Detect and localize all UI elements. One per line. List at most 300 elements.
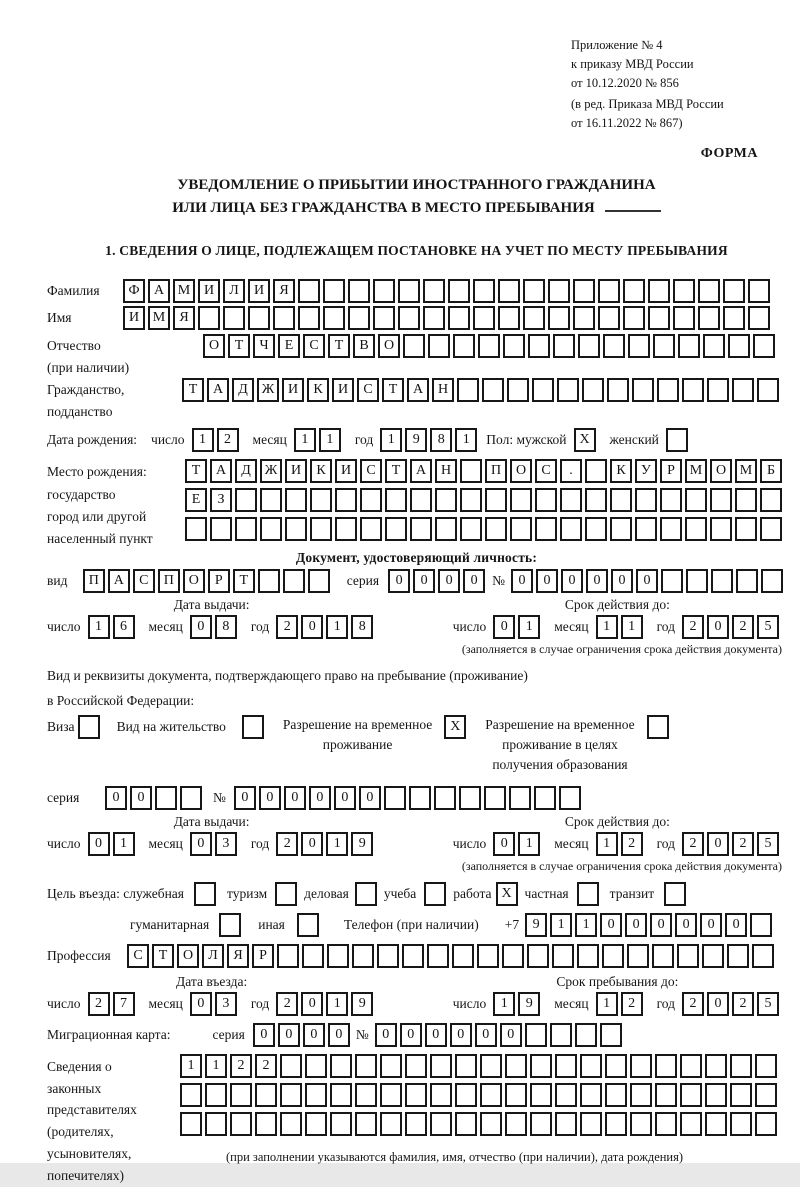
representatives-row3-cell-19[interactable]: [630, 1112, 652, 1136]
person-birth_place_row3-cell-21[interactable]: [685, 517, 707, 541]
visit-stay_month-cell-2[interactable]: 2: [621, 992, 643, 1016]
person-birth_month-cell-2[interactable]: 1: [319, 428, 341, 452]
person-patronymic-cell-13[interactable]: [503, 334, 525, 358]
identity_doc-number-cell-1[interactable]: 0: [511, 569, 533, 593]
person-patronymic-cell-9[interactable]: [403, 334, 425, 358]
representatives-row3-cell-23[interactable]: [730, 1112, 752, 1136]
person-birth_place_row2-cell-11[interactable]: [435, 488, 457, 512]
identity_doc-number-cell-10[interactable]: [736, 569, 758, 593]
person-birth_place_row2-cell-22[interactable]: [710, 488, 732, 512]
representatives-row2-cell-10[interactable]: [405, 1083, 427, 1107]
person-patronymic-cell-3[interactable]: Ч: [253, 334, 275, 358]
representatives-row2-cell-19[interactable]: [630, 1083, 652, 1107]
representatives-row2-cell-3[interactable]: [230, 1083, 252, 1107]
identity_doc-valid_month-cell-1[interactable]: 1: [596, 615, 618, 639]
person-citizenship-cell-22[interactable]: [707, 378, 729, 402]
person-birth_place_row2-cell-1[interactable]: Е: [185, 488, 207, 512]
representatives-row2-cell-1[interactable]: [180, 1083, 202, 1107]
representatives-row1-cell-24[interactable]: [755, 1054, 777, 1078]
person-citizenship-cell-20[interactable]: [657, 378, 679, 402]
person-birth_place_row3-cell-1[interactable]: [185, 517, 207, 541]
representatives-row3-cell-5[interactable]: [280, 1112, 302, 1136]
residence_doc-temp-cell-1[interactable]: X: [444, 715, 466, 739]
identity_doc-issue_year-cell-3[interactable]: 1: [326, 615, 348, 639]
person-surname-cell-3[interactable]: М: [173, 279, 195, 303]
visit-mc_series-cell-4[interactable]: 0: [328, 1023, 350, 1047]
identity_doc-issue_month-cell-1[interactable]: 0: [190, 615, 212, 639]
person-birth_place_row3-cell-9[interactable]: [385, 517, 407, 541]
person-surname-cell-17[interactable]: [523, 279, 545, 303]
person-citizenship-cell-13[interactable]: [482, 378, 504, 402]
representatives-row1-cell-17[interactable]: [580, 1054, 602, 1078]
person-surname-cell-7[interactable]: Я: [273, 279, 295, 303]
representatives-row1-cell-1[interactable]: 1: [180, 1054, 202, 1078]
representatives-row1-cell-3[interactable]: 2: [230, 1054, 252, 1078]
person-citizenship-cell-12[interactable]: [457, 378, 479, 402]
person-birth_year-cell-4[interactable]: 1: [455, 428, 477, 452]
identity_doc-kind-cell-3[interactable]: С: [133, 569, 155, 593]
residence_doc-number-cell-11[interactable]: [484, 786, 506, 810]
person-birth_place_row3-cell-6[interactable]: [310, 517, 332, 541]
representatives-row3-cell-11[interactable]: [430, 1112, 452, 1136]
visit-mc_series-cell-2[interactable]: 0: [278, 1023, 300, 1047]
identity_doc-number-cell-8[interactable]: [686, 569, 708, 593]
person-patronymic-cell-4[interactable]: Е: [278, 334, 300, 358]
residence_doc-number-cell-5[interactable]: 0: [334, 786, 356, 810]
visit-profession-cell-5[interactable]: Я: [227, 944, 249, 968]
representatives-row2-cell-7[interactable]: [330, 1083, 352, 1107]
person-birth_place_row1-cell-7[interactable]: И: [335, 459, 357, 483]
representatives-row3-cell-3[interactable]: [230, 1112, 252, 1136]
visit-profession-cell-18[interactable]: [552, 944, 574, 968]
residence_doc-valid_year-cell-3[interactable]: 2: [732, 832, 754, 856]
person-birth_place_row1-cell-4[interactable]: Ж: [260, 459, 282, 483]
visit-profession-cell-17[interactable]: [527, 944, 549, 968]
identity_doc-kind-cell-6[interactable]: Р: [208, 569, 230, 593]
visit-profession-cell-15[interactable]: [477, 944, 499, 968]
person-sex_female-cell-1[interactable]: [666, 428, 688, 452]
person-patronymic-cell-18[interactable]: [628, 334, 650, 358]
representatives-row1-cell-5[interactable]: [280, 1054, 302, 1078]
person-surname-cell-20[interactable]: [598, 279, 620, 303]
residence_doc-valid_year-cell-2[interactable]: 0: [707, 832, 729, 856]
residence_doc-issue_month-cell-1[interactable]: 0: [190, 832, 212, 856]
visit-transit-cell-1[interactable]: [664, 882, 686, 906]
identity_doc-series-cell-2[interactable]: 0: [413, 569, 435, 593]
person-birth_place_row1-cell-11[interactable]: Н: [435, 459, 457, 483]
person-birth_year-cell-2[interactable]: 9: [405, 428, 427, 452]
residence_doc-issue_year-cell-4[interactable]: 9: [351, 832, 373, 856]
identity_doc-number-cell-3[interactable]: 0: [561, 569, 583, 593]
identity_doc-issue_year-cell-2[interactable]: 0: [301, 615, 323, 639]
residence_doc-valid_month-cell-1[interactable]: 1: [596, 832, 618, 856]
visit-mc_number-cell-3[interactable]: 0: [425, 1023, 447, 1047]
person-name-cell-10[interactable]: [348, 306, 370, 330]
representatives-row2-cell-12[interactable]: [455, 1083, 477, 1107]
person-surname-cell-23[interactable]: [673, 279, 695, 303]
person-birth_place_row1-cell-20[interactable]: Р: [660, 459, 682, 483]
person-patronymic-cell-20[interactable]: [678, 334, 700, 358]
residence_doc-series-cell-2[interactable]: 0: [130, 786, 152, 810]
representatives-row3-cell-17[interactable]: [580, 1112, 602, 1136]
identity_doc-kind-cell-10[interactable]: [308, 569, 330, 593]
residence_doc-number-cell-6[interactable]: 0: [359, 786, 381, 810]
person-patronymic-cell-6[interactable]: Т: [328, 334, 350, 358]
person-birth_place_row3-cell-4[interactable]: [260, 517, 282, 541]
identity_doc-number-cell-11[interactable]: [761, 569, 783, 593]
visit-stay_year-cell-1[interactable]: 2: [682, 992, 704, 1016]
person-surname-cell-19[interactable]: [573, 279, 595, 303]
person-birth_place_row2-cell-3[interactable]: [235, 488, 257, 512]
representatives-row3-cell-14[interactable]: [505, 1112, 527, 1136]
person-birth_year-cell-1[interactable]: 1: [380, 428, 402, 452]
representatives-row3-cell-24[interactable]: [755, 1112, 777, 1136]
person-surname-cell-15[interactable]: [473, 279, 495, 303]
visit-phone-cell-4[interactable]: 0: [600, 913, 622, 937]
visit-business-cell-1[interactable]: [355, 882, 377, 906]
visit-mc_number-cell-10[interactable]: [600, 1023, 622, 1047]
residence_doc-series-cell-3[interactable]: [155, 786, 177, 810]
person-name-cell-15[interactable]: [473, 306, 495, 330]
representatives-row3-cell-16[interactable]: [555, 1112, 577, 1136]
visit-humanitarian-cell-1[interactable]: [219, 913, 241, 937]
person-surname-cell-5[interactable]: Л: [223, 279, 245, 303]
identity_doc-issue_day-cell-1[interactable]: 1: [88, 615, 110, 639]
person-citizenship-cell-18[interactable]: [607, 378, 629, 402]
visit-mc_number-cell-2[interactable]: 0: [400, 1023, 422, 1047]
representatives-row3-cell-18[interactable]: [605, 1112, 627, 1136]
visit-stay_year-cell-2[interactable]: 0: [707, 992, 729, 1016]
identity_doc-number-cell-5[interactable]: 0: [611, 569, 633, 593]
person-name-cell-6[interactable]: [248, 306, 270, 330]
person-surname-cell-1[interactable]: Ф: [123, 279, 145, 303]
person-patronymic-cell-23[interactable]: [753, 334, 775, 358]
representatives-row1-cell-2[interactable]: 1: [205, 1054, 227, 1078]
person-birth_day-cell-1[interactable]: 1: [192, 428, 214, 452]
person-birth_place_row1-cell-12[interactable]: [460, 459, 482, 483]
person-birth_month-cell-1[interactable]: 1: [294, 428, 316, 452]
representatives-row3-cell-12[interactable]: [455, 1112, 477, 1136]
representatives-row2-cell-11[interactable]: [430, 1083, 452, 1107]
person-birth_place_row2-cell-2[interactable]: З: [210, 488, 232, 512]
visit-mc_number-cell-1[interactable]: 0: [375, 1023, 397, 1047]
representatives-row1-cell-6[interactable]: [305, 1054, 327, 1078]
representatives-row1-cell-8[interactable]: [355, 1054, 377, 1078]
person-citizenship-cell-16[interactable]: [557, 378, 579, 402]
visit-profession-cell-19[interactable]: [577, 944, 599, 968]
visit-entry_day-cell-2[interactable]: 7: [113, 992, 135, 1016]
representatives-row3-cell-2[interactable]: [205, 1112, 227, 1136]
residence_doc-issue_year-cell-2[interactable]: 0: [301, 832, 323, 856]
person-citizenship-cell-6[interactable]: К: [307, 378, 329, 402]
visit-stay_month-cell-1[interactable]: 1: [596, 992, 618, 1016]
person-birth_year-cell-3[interactable]: 8: [430, 428, 452, 452]
representatives-row1-cell-15[interactable]: [530, 1054, 552, 1078]
person-name-cell-26[interactable]: [748, 306, 770, 330]
person-surname-cell-9[interactable]: [323, 279, 345, 303]
person-name-cell-20[interactable]: [598, 306, 620, 330]
person-name-cell-12[interactable]: [398, 306, 420, 330]
person-birth_place_row1-cell-13[interactable]: П: [485, 459, 507, 483]
person-citizenship-cell-3[interactable]: Д: [232, 378, 254, 402]
visit-profession-cell-16[interactable]: [502, 944, 524, 968]
visit-official-cell-1[interactable]: [194, 882, 216, 906]
person-patronymic-cell-15[interactable]: [553, 334, 575, 358]
visit-mc_number-cell-8[interactable]: [550, 1023, 572, 1047]
representatives-row1-cell-23[interactable]: [730, 1054, 752, 1078]
identity_doc-kind-cell-1[interactable]: П: [83, 569, 105, 593]
person-surname-cell-13[interactable]: [423, 279, 445, 303]
person-patronymic-cell-16[interactable]: [578, 334, 600, 358]
person-birth_place_row2-cell-21[interactable]: [685, 488, 707, 512]
residence_doc-issue_day-cell-2[interactable]: 1: [113, 832, 135, 856]
person-birth_place_row1-cell-10[interactable]: А: [410, 459, 432, 483]
person-patronymic-cell-10[interactable]: [428, 334, 450, 358]
person-birth_place_row1-cell-23[interactable]: М: [735, 459, 757, 483]
representatives-row2-cell-16[interactable]: [555, 1083, 577, 1107]
residence_doc-issue_year-cell-1[interactable]: 2: [276, 832, 298, 856]
person-citizenship-cell-21[interactable]: [682, 378, 704, 402]
visit-mc_number-cell-9[interactable]: [575, 1023, 597, 1047]
representatives-row3-cell-8[interactable]: [355, 1112, 377, 1136]
person-birth_place_row3-cell-8[interactable]: [360, 517, 382, 541]
person-birth_place_row2-cell-13[interactable]: [485, 488, 507, 512]
person-name-cell-22[interactable]: [648, 306, 670, 330]
identity_doc-valid_year-cell-2[interactable]: 0: [707, 615, 729, 639]
representatives-row1-cell-20[interactable]: [655, 1054, 677, 1078]
visit-profession-cell-14[interactable]: [452, 944, 474, 968]
person-name-cell-19[interactable]: [573, 306, 595, 330]
person-birth_place_row1-cell-2[interactable]: А: [210, 459, 232, 483]
person-birth_day-cell-2[interactable]: 2: [217, 428, 239, 452]
representatives-row1-cell-18[interactable]: [605, 1054, 627, 1078]
person-birth_place_row2-cell-5[interactable]: [285, 488, 307, 512]
visit-phone-cell-6[interactable]: 0: [650, 913, 672, 937]
person-birth_place_row3-cell-22[interactable]: [710, 517, 732, 541]
representatives-row2-cell-15[interactable]: [530, 1083, 552, 1107]
identity_doc-kind-cell-5[interactable]: О: [183, 569, 205, 593]
visit-stay_year-cell-3[interactable]: 2: [732, 992, 754, 1016]
person-surname-cell-25[interactable]: [723, 279, 745, 303]
representatives-row1-cell-4[interactable]: 2: [255, 1054, 277, 1078]
representatives-row1-cell-7[interactable]: [330, 1054, 352, 1078]
visit-profession-cell-3[interactable]: О: [177, 944, 199, 968]
visit-profession-cell-22[interactable]: [652, 944, 674, 968]
visit-private_stay-cell-1[interactable]: [577, 882, 599, 906]
person-surname-cell-11[interactable]: [373, 279, 395, 303]
visit-entry_year-cell-1[interactable]: 2: [276, 992, 298, 1016]
person-birth_place_row1-cell-17[interactable]: [585, 459, 607, 483]
person-patronymic-cell-17[interactable]: [603, 334, 625, 358]
person-birth_place_row3-cell-15[interactable]: [535, 517, 557, 541]
person-surname-cell-8[interactable]: [298, 279, 320, 303]
residence_doc-valid_day-cell-2[interactable]: 1: [518, 832, 540, 856]
identity_doc-valid_month-cell-2[interactable]: 1: [621, 615, 643, 639]
residence_doc-visa-cell-1[interactable]: [78, 715, 100, 739]
person-birth_place_row2-cell-8[interactable]: [360, 488, 382, 512]
visit-phone-cell-8[interactable]: 0: [700, 913, 722, 937]
representatives-row3-cell-20[interactable]: [655, 1112, 677, 1136]
representatives-row1-cell-13[interactable]: [480, 1054, 502, 1078]
person-birth_place_row2-cell-6[interactable]: [310, 488, 332, 512]
identity_doc-kind-cell-9[interactable]: [283, 569, 305, 593]
visit-profession-cell-6[interactable]: Р: [252, 944, 274, 968]
visit-profession-cell-23[interactable]: [677, 944, 699, 968]
visit-profession-cell-21[interactable]: [627, 944, 649, 968]
visit-mc_number-cell-5[interactable]: 0: [475, 1023, 497, 1047]
representatives-row2-cell-18[interactable]: [605, 1083, 627, 1107]
person-citizenship-cell-14[interactable]: [507, 378, 529, 402]
person-birth_place_row2-cell-9[interactable]: [385, 488, 407, 512]
representatives-row2-cell-6[interactable]: [305, 1083, 327, 1107]
person-citizenship-cell-5[interactable]: И: [282, 378, 304, 402]
person-birth_place_row1-cell-19[interactable]: У: [635, 459, 657, 483]
residence_doc-valid_year-cell-4[interactable]: 5: [757, 832, 779, 856]
visit-entry_year-cell-2[interactable]: 0: [301, 992, 323, 1016]
visit-profession-cell-8[interactable]: [302, 944, 324, 968]
visit-phone-cell-5[interactable]: 0: [625, 913, 647, 937]
visit-mc_number-cell-6[interactable]: 0: [500, 1023, 522, 1047]
residence_doc-number-cell-13[interactable]: [534, 786, 556, 810]
visit-profession-cell-25[interactable]: [727, 944, 749, 968]
visit-phone-cell-1[interactable]: 9: [525, 913, 547, 937]
identity_doc-series-cell-3[interactable]: 0: [438, 569, 460, 593]
person-patronymic-cell-2[interactable]: Т: [228, 334, 250, 358]
representatives-row2-cell-13[interactable]: [480, 1083, 502, 1107]
person-citizenship-cell-7[interactable]: И: [332, 378, 354, 402]
representatives-row1-cell-11[interactable]: [430, 1054, 452, 1078]
person-name-cell-8[interactable]: [298, 306, 320, 330]
visit-phone-cell-10[interactable]: [750, 913, 772, 937]
person-birth_place_row3-cell-10[interactable]: [410, 517, 432, 541]
identity_doc-issue_day-cell-2[interactable]: 6: [113, 615, 135, 639]
person-birth_place_row3-cell-13[interactable]: [485, 517, 507, 541]
visit-profession-cell-24[interactable]: [702, 944, 724, 968]
representatives-row2-cell-21[interactable]: [680, 1083, 702, 1107]
representatives-row1-cell-12[interactable]: [455, 1054, 477, 1078]
person-citizenship-cell-11[interactable]: Н: [432, 378, 454, 402]
visit-profession-cell-1[interactable]: С: [127, 944, 149, 968]
residence_doc-valid_day-cell-1[interactable]: 0: [493, 832, 515, 856]
visit-stay_day-cell-2[interactable]: 9: [518, 992, 540, 1016]
visit-profession-cell-4[interactable]: Л: [202, 944, 224, 968]
person-surname-cell-21[interactable]: [623, 279, 645, 303]
representatives-row3-cell-7[interactable]: [330, 1112, 352, 1136]
visit-profession-cell-10[interactable]: [352, 944, 374, 968]
identity_doc-issue_month-cell-2[interactable]: 8: [215, 615, 237, 639]
visit-profession-cell-20[interactable]: [602, 944, 624, 968]
identity_doc-series-cell-1[interactable]: 0: [388, 569, 410, 593]
person-patronymic-cell-5[interactable]: С: [303, 334, 325, 358]
visit-other-cell-1[interactable]: [297, 913, 319, 937]
visit-profession-cell-9[interactable]: [327, 944, 349, 968]
person-name-cell-9[interactable]: [323, 306, 345, 330]
person-birth_place_row2-cell-19[interactable]: [635, 488, 657, 512]
visit-phone-cell-7[interactable]: 0: [675, 913, 697, 937]
representatives-row1-cell-21[interactable]: [680, 1054, 702, 1078]
visit-tourism-cell-1[interactable]: [275, 882, 297, 906]
residence_doc-number-cell-3[interactable]: 0: [284, 786, 306, 810]
person-name-cell-23[interactable]: [673, 306, 695, 330]
residence_doc-permit-cell-1[interactable]: [242, 715, 264, 739]
residence_doc-number-cell-9[interactable]: [434, 786, 456, 810]
visit-study-cell-1[interactable]: [424, 882, 446, 906]
person-birth_place_row2-cell-24[interactable]: [760, 488, 782, 512]
identity_doc-kind-cell-8[interactable]: [258, 569, 280, 593]
person-name-cell-5[interactable]: [223, 306, 245, 330]
person-name-cell-18[interactable]: [548, 306, 570, 330]
identity_doc-number-cell-4[interactable]: 0: [586, 569, 608, 593]
residence_doc-number-cell-1[interactable]: 0: [234, 786, 256, 810]
person-birth_place_row3-cell-7[interactable]: [335, 517, 357, 541]
person-birth_place_row1-cell-9[interactable]: Т: [385, 459, 407, 483]
residence_doc-series-cell-1[interactable]: 0: [105, 786, 127, 810]
person-birth_place_row2-cell-20[interactable]: [660, 488, 682, 512]
person-citizenship-cell-1[interactable]: Т: [182, 378, 204, 402]
residence_doc-issue_month-cell-2[interactable]: 3: [215, 832, 237, 856]
representatives-row2-cell-9[interactable]: [380, 1083, 402, 1107]
identity_doc-valid_day-cell-2[interactable]: 1: [518, 615, 540, 639]
person-name-cell-7[interactable]: [273, 306, 295, 330]
visit-mc_series-cell-1[interactable]: 0: [253, 1023, 275, 1047]
person-patronymic-cell-19[interactable]: [653, 334, 675, 358]
visit-work-cell-1[interactable]: X: [496, 882, 518, 906]
identity_doc-number-cell-2[interactable]: 0: [536, 569, 558, 593]
representatives-row2-cell-24[interactable]: [755, 1083, 777, 1107]
person-birth_place_row2-cell-7[interactable]: [335, 488, 357, 512]
representatives-row2-cell-17[interactable]: [580, 1083, 602, 1107]
visit-profession-cell-12[interactable]: [402, 944, 424, 968]
visit-stay_year-cell-4[interactable]: 5: [757, 992, 779, 1016]
person-surname-cell-22[interactable]: [648, 279, 670, 303]
visit-profession-cell-7[interactable]: [277, 944, 299, 968]
visit-profession-cell-11[interactable]: [377, 944, 399, 968]
representatives-row1-cell-9[interactable]: [380, 1054, 402, 1078]
person-name-cell-2[interactable]: М: [148, 306, 170, 330]
residence_doc-number-cell-4[interactable]: 0: [309, 786, 331, 810]
person-surname-cell-16[interactable]: [498, 279, 520, 303]
person-surname-cell-12[interactable]: [398, 279, 420, 303]
visit-mc_number-cell-4[interactable]: 0: [450, 1023, 472, 1047]
identity_doc-valid_year-cell-3[interactable]: 2: [732, 615, 754, 639]
visit-entry_month-cell-2[interactable]: 3: [215, 992, 237, 1016]
visit-entry_year-cell-4[interactable]: 9: [351, 992, 373, 1016]
visit-profession-cell-26[interactable]: [752, 944, 774, 968]
person-birth_place_row3-cell-14[interactable]: [510, 517, 532, 541]
person-surname-cell-6[interactable]: И: [248, 279, 270, 303]
identity_doc-valid_year-cell-1[interactable]: 2: [682, 615, 704, 639]
person-birth_place_row2-cell-14[interactable]: [510, 488, 532, 512]
person-birth_place_row1-cell-22[interactable]: О: [710, 459, 732, 483]
visit-mc_number-cell-7[interactable]: [525, 1023, 547, 1047]
person-birth_place_row3-cell-17[interactable]: [585, 517, 607, 541]
person-birth_place_row3-cell-23[interactable]: [735, 517, 757, 541]
residence_doc-valid_year-cell-1[interactable]: 2: [682, 832, 704, 856]
person-citizenship-cell-19[interactable]: [632, 378, 654, 402]
identity_doc-number-cell-6[interactable]: 0: [636, 569, 658, 593]
identity_doc-number-cell-9[interactable]: [711, 569, 733, 593]
person-surname-cell-4[interactable]: И: [198, 279, 220, 303]
representatives-row1-cell-14[interactable]: [505, 1054, 527, 1078]
residence_doc-number-cell-10[interactable]: [459, 786, 481, 810]
visit-profession-cell-13[interactable]: [427, 944, 449, 968]
representatives-row3-cell-1[interactable]: [180, 1112, 202, 1136]
person-name-cell-21[interactable]: [623, 306, 645, 330]
person-surname-cell-2[interactable]: А: [148, 279, 170, 303]
person-birth_place_row2-cell-16[interactable]: [560, 488, 582, 512]
residence_doc-series-cell-4[interactable]: [180, 786, 202, 810]
identity_doc-issue_year-cell-4[interactable]: 8: [351, 615, 373, 639]
